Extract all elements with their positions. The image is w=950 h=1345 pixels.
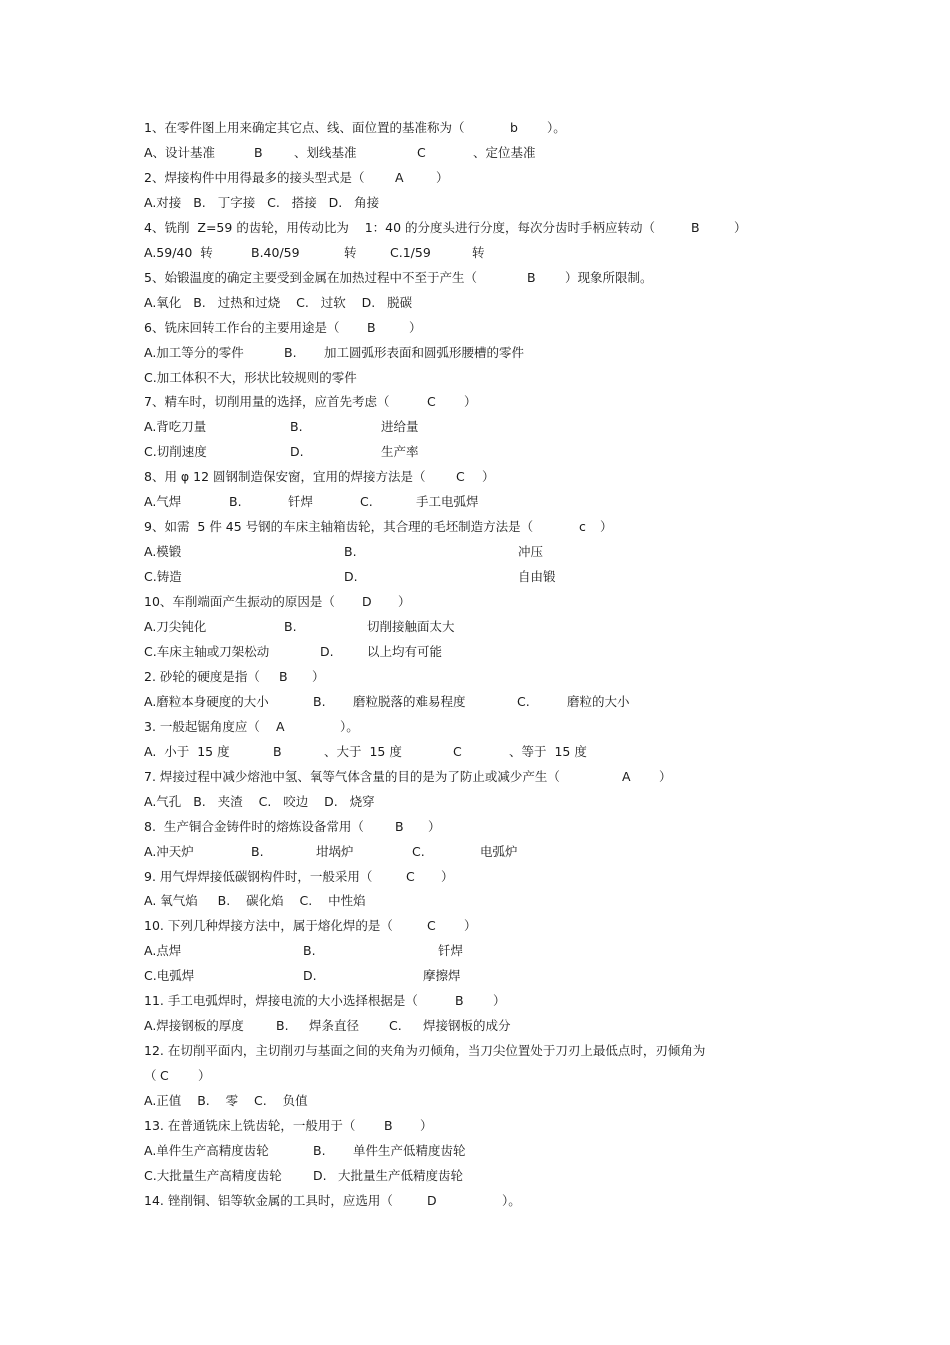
text-segment: ） xyxy=(659,768,672,784)
text-segment: D. xyxy=(303,968,317,984)
text-segment: c xyxy=(579,519,586,535)
text-segment: C xyxy=(456,469,465,485)
text-segment: D xyxy=(427,1192,437,1208)
text-segment: ） xyxy=(420,1118,433,1133)
text-segment: 加工圆弧形表面和圆弧形腰槽的零件 xyxy=(324,344,525,360)
text-segment: 4、铣削 Z=59 的齿轮，用传动比为 1：40 的分度头进行分度，每次分齿时手柄应转动（ xyxy=(144,219,656,235)
text-segment: ） xyxy=(464,394,477,410)
text-segment: C xyxy=(417,144,426,160)
text-segment: 7. 焊接过程中减少熔池中氢、氧等气体含量的目的是为了防止或减少产生（ xyxy=(144,768,560,784)
text-segment: B. xyxy=(229,494,242,510)
text-segment: 大批量生产低精度齿轮 xyxy=(338,1167,464,1183)
text-segment: 、划线基准 xyxy=(294,144,357,160)
text-segment: B. xyxy=(276,1018,289,1034)
text-segment: B xyxy=(395,818,404,834)
text-segment: A. 氧气焰 B. 碳化焰 C. 中性焰 xyxy=(144,893,366,909)
text-segment: C xyxy=(427,918,436,934)
text-segment: B. xyxy=(251,843,264,859)
text-segment: A.模锻 xyxy=(144,544,182,560)
text-segment: C.铸造 xyxy=(144,569,182,585)
text-segment: ） xyxy=(464,918,477,934)
text-segment: 12. 在切削平面内，主切削刃与基面之间的夹角为刃倾角，当刀尖位置处于刀刃上最低点时，刃倾角为 xyxy=(144,1043,706,1059)
text-segment: 冲压 xyxy=(518,544,544,560)
text-segment: D. xyxy=(290,444,304,460)
text-segment: B. xyxy=(284,619,297,634)
text-segment: D. xyxy=(313,1167,327,1183)
text-segment: B xyxy=(279,668,288,684)
text-segment: 切削接触面太大 xyxy=(367,619,455,634)
text-segment: ） xyxy=(409,319,422,335)
text-segment: A.氧化 B. 过热和过烧 C. 过软 D. 脱碳 xyxy=(144,294,413,310)
text-segment: 生产率 xyxy=(381,444,419,460)
text-segment: 、大于 15 度 xyxy=(324,743,402,759)
text-segment: C.1/59 xyxy=(390,244,431,260)
text-segment: 钎焊 xyxy=(288,494,314,510)
text-segment: C.切削速度 xyxy=(144,444,207,460)
text-segment: D. xyxy=(344,569,358,585)
text-segment: C. xyxy=(517,693,530,709)
text-segment: 11. 手工电弧焊时，焊接电流的大小选择根据是（ xyxy=(144,993,418,1009)
text-segment: 8. 生产铜合金铸件时的熔炼设备常用（ xyxy=(144,818,364,834)
text-segment: 8、用 φ 12 圆钢制造保安窗，宜用的焊接方法是（ xyxy=(144,469,426,485)
text-segment: A.加工等分的零件 xyxy=(144,344,244,360)
text-segment: 转 xyxy=(472,244,485,260)
text-segment: 6、铣床回转工作台的主要用途是（ xyxy=(144,319,340,335)
text-segment: ）现象所限制。 xyxy=(565,269,653,285)
text-segment: 自由锻 xyxy=(518,569,556,585)
text-segment: 焊条直径 xyxy=(309,1018,360,1034)
text-segment: ）。 xyxy=(547,120,566,135)
text-segment: C xyxy=(427,394,436,410)
text-segment: 磨粒脱落的难易程度 xyxy=(353,693,466,709)
text-segment: 5、始锻温度的确定主要受到金属在加热过程中不至于产生（ xyxy=(144,269,477,285)
text-segment: A.正值 B. 零 C. 负值 xyxy=(144,1093,308,1109)
text-segment: 、等于 15 度 xyxy=(509,743,587,759)
text-segment: 10、车削端面产生振动的原因是（ xyxy=(144,594,335,610)
text-segment: A xyxy=(276,718,285,734)
text-segment: 电弧炉 xyxy=(480,843,518,859)
text-segment: B. xyxy=(313,1142,326,1158)
text-segment: 7、精车时，切削用量的选择，应首先考虑（ xyxy=(144,394,390,410)
text-segment: A xyxy=(622,768,631,784)
text-segment: 3. 一般起锯角度应（ xyxy=(144,718,260,734)
text-segment: A xyxy=(395,169,404,185)
text-segment: 1、在零件图上用来确定其它点、线、面位置的基准称为（ xyxy=(144,120,465,135)
text-segment: 2、焊接构件中用得最多的接头型式是（ xyxy=(144,169,365,185)
text-segment: C xyxy=(453,743,462,759)
text-segment: B xyxy=(367,319,376,335)
text-segment: B. xyxy=(284,344,297,360)
text-segment: ） xyxy=(436,169,449,185)
text-segment: B. xyxy=(313,693,326,709)
text-segment: 转 xyxy=(344,244,357,260)
text-segment: B xyxy=(273,743,282,759)
text-segment: ） xyxy=(600,519,613,535)
text-segment: C. xyxy=(412,843,425,859)
text-segment: D xyxy=(362,594,372,610)
text-segment: 摩擦焊 xyxy=(423,968,461,984)
text-segment: b xyxy=(510,120,518,135)
text-segment: 磨粒的大小 xyxy=(567,693,630,709)
text-segment: 钎焊 xyxy=(438,943,464,959)
text-segment: ） xyxy=(482,469,495,485)
text-segment: ）。 xyxy=(340,718,359,734)
text-segment: B xyxy=(691,219,700,235)
text-segment: 单件生产低精度齿轮 xyxy=(353,1142,466,1158)
text-segment: C.加工体积不大，形状比较规则的零件 xyxy=(144,369,357,385)
text-segment: A.对接 B. 丁字接 C. 搭接 D. 角接 xyxy=(144,194,380,210)
text-segment: A.点焊 xyxy=(144,943,182,959)
text-segment: A.气焊 xyxy=(144,494,182,510)
text-segment: C xyxy=(160,1068,169,1084)
text-segment: 手工电弧焊 xyxy=(416,494,479,510)
text-segment: ） xyxy=(398,594,411,610)
text-segment: A.刀尖钝化 xyxy=(144,619,207,634)
text-segment: A. 小于 15 度 xyxy=(144,743,230,759)
text-segment: 9. 用气焊焊接低碳钢构件时，一般采用（ xyxy=(144,868,373,884)
text-segment: 坩埚炉 xyxy=(316,843,354,859)
text-segment: 、定位基准 xyxy=(473,144,536,160)
text-segment: C. xyxy=(389,1018,402,1034)
text-segment: 14. 锉削铜、铝等软金属的工具时，应选用（ xyxy=(144,1192,393,1208)
text-segment: B xyxy=(455,993,464,1009)
text-segment: ） xyxy=(428,818,441,834)
text-segment: B. xyxy=(290,419,303,435)
text-segment: ） xyxy=(493,993,506,1009)
text-segment: 以上均有可能 xyxy=(367,643,443,659)
text-segment: A.背吃刀量 xyxy=(144,419,207,435)
text-segment: A.59/40 转 xyxy=(144,244,213,260)
text-segment: A.气孔 B. 夹渣 C. 咬边 D. 烧穿 xyxy=(144,793,375,809)
text-segment: C.电弧焊 xyxy=(144,968,195,984)
text-segment: D. xyxy=(320,643,334,659)
text-segment: B. xyxy=(303,943,316,959)
text-segment: C. xyxy=(360,494,373,510)
text-segment: B.40/59 xyxy=(251,244,300,260)
text-segment: C xyxy=(406,868,415,884)
text-segment: B xyxy=(254,144,263,160)
text-segment: A.焊接钢板的厚度 xyxy=(144,1018,244,1034)
text-segment: 进给量 xyxy=(381,419,419,435)
text-segment: 9、如需 5 件 45 号钢的车床主轴箱齿轮，其合理的毛坯制造方法是（ xyxy=(144,519,534,535)
text-segment: ） xyxy=(734,219,747,235)
text-segment: B xyxy=(384,1118,393,1133)
text-segment: B xyxy=(527,269,536,285)
text-segment: B. xyxy=(344,544,357,560)
text-segment: A.单件生产高精度齿轮 xyxy=(144,1142,269,1158)
text-segment: 10. 下列几种焊接方法中，属于熔化焊的是（ xyxy=(144,918,393,934)
text-segment: C.车床主轴或刀架松动 xyxy=(144,643,270,659)
text-segment: A.冲天炉 xyxy=(144,843,194,859)
text-segment: （ xyxy=(144,1068,157,1084)
text-segment: ） xyxy=(312,668,325,684)
text-segment: 13. 在普通铣床上铣齿轮，一般用于（ xyxy=(144,1118,356,1133)
text-segment: ） xyxy=(198,1068,211,1084)
text-segment: A、设计基准 xyxy=(144,144,216,160)
text-segment: A.磨粒本身硬度的大小 xyxy=(144,693,269,709)
text-segment: 2. 砂轮的硬度是指（ xyxy=(144,668,260,684)
text-segment: ）。 xyxy=(502,1192,521,1208)
text-segment: ） xyxy=(441,868,454,884)
text-segment: 焊接钢板的成分 xyxy=(423,1018,511,1034)
text-segment: C.大批量生产高精度齿轮 xyxy=(144,1167,282,1183)
